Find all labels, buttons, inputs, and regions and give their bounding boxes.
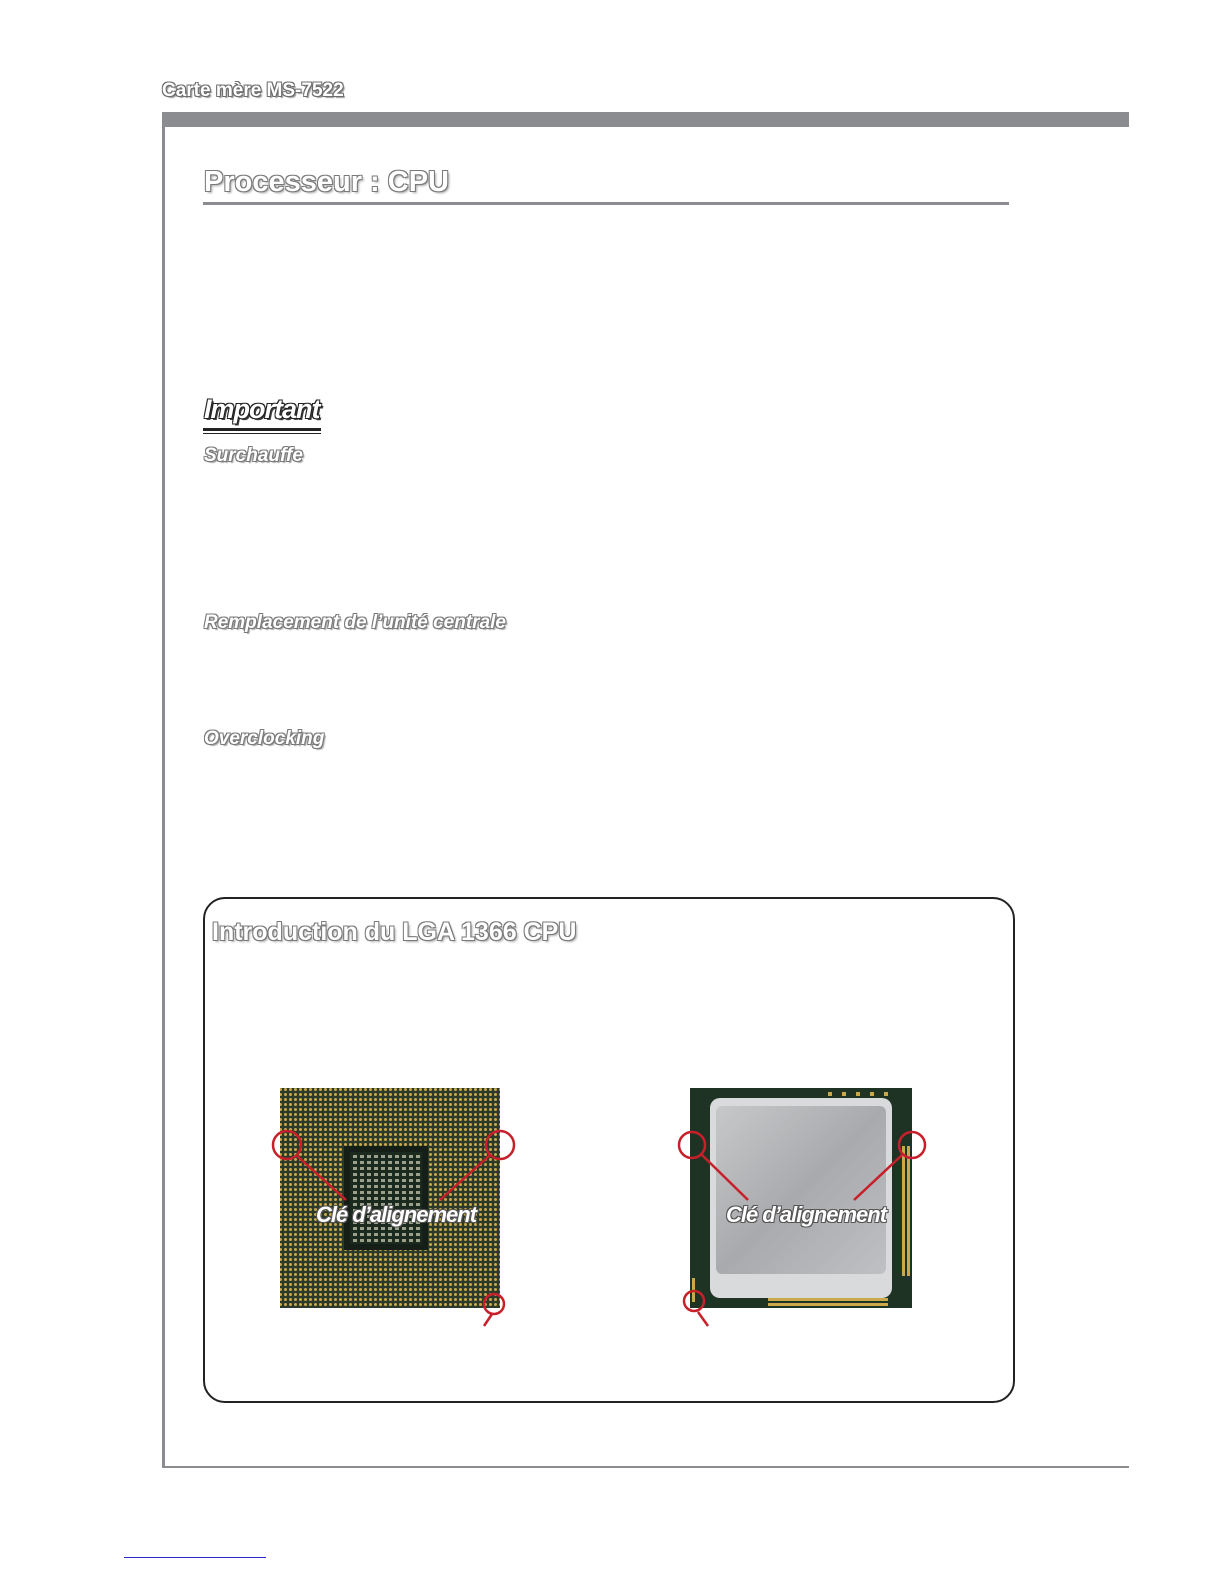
left-margin-rule: [162, 112, 165, 1468]
header-bar: [163, 112, 1129, 127]
intro-box-title: Introduction du LGA 1366 CPU: [212, 918, 577, 946]
alignment-key-label-left: Clé d’alignement: [316, 1202, 477, 1227]
important-underline: [203, 428, 321, 431]
important-underline-thin: [203, 433, 321, 434]
footer-link-underline[interactable]: [124, 1557, 266, 1558]
page-header-title: Carte mère MS-7522: [162, 80, 344, 101]
subhead-cpu-replacement: Remplacement de l’unité centrale: [204, 612, 506, 633]
bottom-rule: [162, 1466, 1129, 1468]
important-heading: Important: [204, 394, 320, 424]
section-title-underline: [203, 202, 1009, 205]
subhead-overclocking: Overclocking: [204, 728, 325, 749]
alignment-key-label-right: Clé d’alignement: [726, 1202, 887, 1227]
section-title: Processeur : CPU: [204, 166, 449, 198]
subhead-overheating: Surchauffe: [204, 445, 303, 466]
